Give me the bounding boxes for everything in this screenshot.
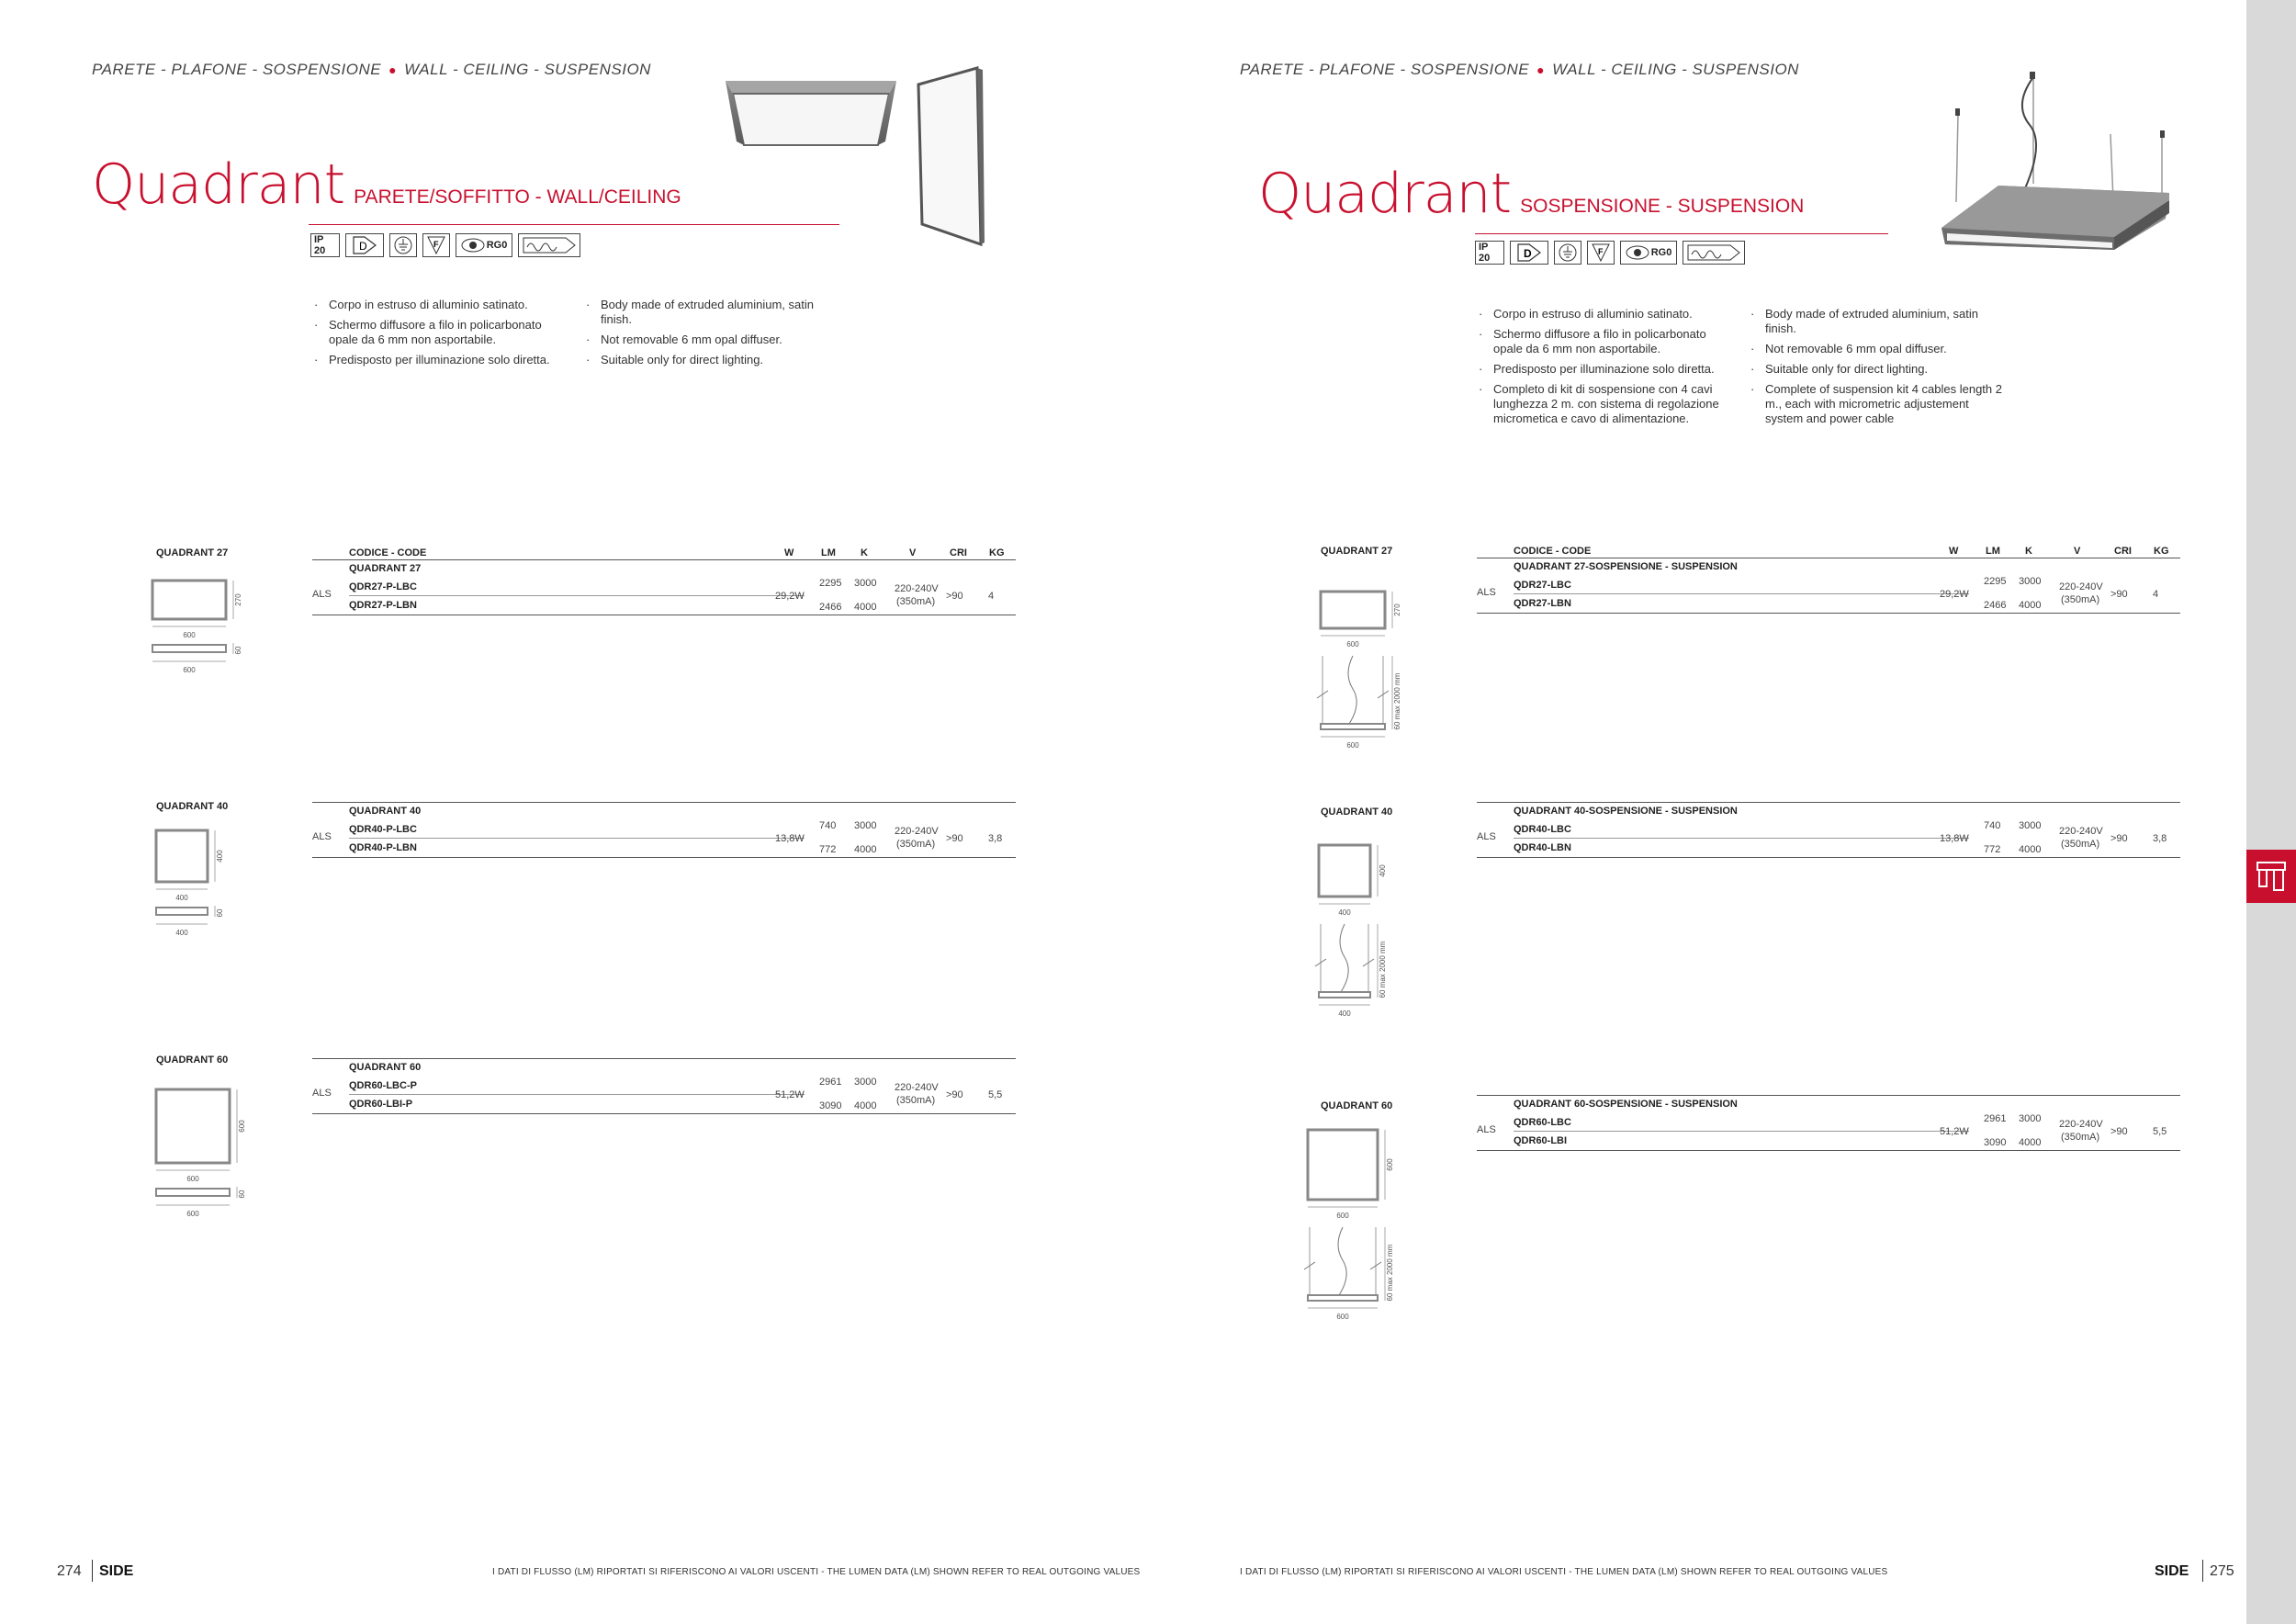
header-code: CODICE - CODE bbox=[349, 547, 427, 558]
product-image-ceiling bbox=[724, 79, 898, 152]
lumen: 2295 bbox=[819, 578, 842, 589]
lumen: 740 bbox=[1984, 820, 2001, 831]
kelvin: 4000 bbox=[854, 1100, 877, 1111]
features-en-right bbox=[1747, 307, 2004, 432]
lumen: 3090 bbox=[1984, 1137, 2007, 1148]
product-image-suspension bbox=[1938, 66, 2177, 264]
svg-text:600: 600 bbox=[1386, 1158, 1394, 1171]
cri: >90 bbox=[2110, 833, 2128, 844]
page-number-right: 275 bbox=[2210, 1563, 2234, 1579]
watt: 13,8W bbox=[775, 833, 805, 844]
feature-item: · Not removable 6 mm opal diffuser. bbox=[582, 333, 839, 347]
category-en: WALL - CEILING - SUSPENSION bbox=[404, 61, 651, 78]
bullet-dot: ● bbox=[388, 62, 398, 77]
class-d-icon bbox=[1510, 241, 1548, 265]
feature-item: · Corpo in estruso di alluminio satinato. bbox=[1475, 307, 1732, 321]
current: (350mA) bbox=[896, 596, 936, 607]
header-k: K bbox=[2025, 546, 2032, 557]
ip20-icon: IP 20 bbox=[310, 233, 340, 257]
feature-item: · Schermo diffusore a filo in policarbonato opale da 6 mm non asportabile. bbox=[1475, 327, 1732, 356]
table-bottom-rule bbox=[312, 1113, 1016, 1114]
svg-text:400: 400 bbox=[1379, 864, 1387, 877]
svg-text:600: 600 bbox=[1346, 640, 1359, 648]
svg-text:60: 60 bbox=[1379, 989, 1387, 998]
category-it: PARETE - PLAFONE - SOSPENSIONE bbox=[92, 61, 382, 78]
lumen: 3090 bbox=[819, 1100, 842, 1111]
product-code[interactable]: QDR27-LBN bbox=[1514, 598, 1571, 609]
kelvin: 4000 bbox=[854, 602, 877, 613]
product-code[interactable]: QDR40-LBN bbox=[1514, 842, 1571, 853]
product-code[interactable]: QDR40-P-LBC bbox=[349, 824, 417, 835]
cri: >90 bbox=[2110, 589, 2128, 600]
kelvin: 4000 bbox=[2019, 844, 2042, 855]
product-group-name: QUADRANT 40 bbox=[349, 806, 422, 817]
svg-text:400: 400 bbox=[1338, 908, 1351, 917]
ip20-icon: IP 20 bbox=[1475, 241, 1504, 265]
table-top-rule bbox=[1477, 1095, 2180, 1096]
rg0-label: RG0 bbox=[1650, 247, 1672, 258]
lumen: 2466 bbox=[1984, 600, 2007, 611]
voltage: 220-240V bbox=[2059, 826, 2103, 837]
product-group-name: QUADRANT 60 bbox=[349, 1062, 422, 1073]
rg0-label: RG0 bbox=[486, 240, 508, 251]
product-label: QUADRANT 27 bbox=[1321, 546, 1393, 557]
rg0-icon bbox=[456, 233, 512, 257]
feature-item: · Corpo in estruso di alluminio satinato. bbox=[310, 298, 568, 312]
watt: 13,8W bbox=[1940, 833, 1969, 844]
footer-note-right: I DATI DI FLUSSO (LM) RIPORTATI SI RIFERISCONO AI VALORI USCENTI - THE LUMEN DATA (LM) SHOWN REFER TO REAL OUTGOING VALUES bbox=[1240, 1567, 1888, 1577]
product-group-name: QUADRANT 40-SOSPENSIONE - SUSPENSION bbox=[1514, 806, 1738, 817]
current: (350mA) bbox=[896, 1095, 936, 1106]
svg-text:60: 60 bbox=[1386, 1292, 1394, 1302]
watt: 29,2W bbox=[775, 591, 805, 602]
finish: ALS bbox=[312, 589, 332, 600]
bullet-dot: ● bbox=[1536, 62, 1546, 77]
lumen: 2961 bbox=[1984, 1113, 2007, 1124]
svg-text:600: 600 bbox=[186, 1210, 199, 1218]
row-rule bbox=[349, 595, 805, 596]
weight: 3,8 bbox=[2153, 833, 2167, 844]
svg-text:max 2000 mm: max 2000 mm bbox=[1393, 672, 1401, 720]
svg-text:600: 600 bbox=[183, 666, 196, 674]
technical-drawing bbox=[1315, 588, 1425, 758]
svg-text:400: 400 bbox=[1338, 1009, 1351, 1018]
feature-item: · Complete of suspension kit 4 cables length 2 m., each with micrometric adjustement system and power cable bbox=[1747, 382, 2004, 426]
page-edge-strip bbox=[2246, 0, 2296, 1624]
footer-divider-left bbox=[92, 1560, 93, 1582]
table-top-rule bbox=[312, 559, 1016, 560]
certification-icons-right bbox=[1475, 241, 1745, 265]
svg-text:600: 600 bbox=[186, 1175, 199, 1183]
finish: ALS bbox=[1477, 1124, 1496, 1135]
feature-item: · Predisposto per illuminazione solo diretta. bbox=[1475, 362, 1732, 377]
row-rule bbox=[1514, 1131, 1969, 1132]
technical-drawing bbox=[151, 1086, 252, 1228]
header-w: W bbox=[784, 547, 794, 558]
section-tab-icon bbox=[2246, 850, 2296, 903]
product-image-wall bbox=[917, 66, 985, 251]
current: (350mA) bbox=[2061, 1132, 2100, 1143]
product-code[interactable]: QDR60-LBC-P bbox=[349, 1080, 417, 1091]
row-rule bbox=[1514, 838, 1969, 839]
feature-item: · Schermo diffusore a filo in policarbonato opale da 6 mm non asportabile. bbox=[310, 318, 568, 347]
title-sub: SOSPENSIONE - SUSPENSION bbox=[1520, 196, 1805, 217]
product-code[interactable]: QDR60-LBI bbox=[1514, 1135, 1568, 1146]
category-it: PARETE - PLAFONE - SOSPENSIONE bbox=[1240, 61, 1530, 78]
svg-text:max 2000 mm: max 2000 mm bbox=[1386, 1244, 1394, 1291]
table-bottom-rule bbox=[312, 857, 1016, 858]
voltage: 220-240V bbox=[2059, 581, 2103, 592]
header-w: W bbox=[1949, 546, 1959, 557]
current: (350mA) bbox=[896, 839, 936, 850]
product-code[interactable]: QDR27-LBC bbox=[1514, 580, 1571, 591]
header-lm: LM bbox=[821, 547, 836, 558]
voltage: 220-240V bbox=[2059, 1119, 2103, 1130]
kelvin: 3000 bbox=[2019, 576, 2042, 587]
category-label-right bbox=[1240, 61, 1799, 79]
weight: 5,5 bbox=[988, 1089, 1003, 1100]
kelvin: 4000 bbox=[2019, 1137, 2042, 1148]
current: (350mA) bbox=[2061, 594, 2100, 605]
lumen: 2295 bbox=[1984, 576, 2007, 587]
kelvin: 3000 bbox=[2019, 1113, 2042, 1124]
row-rule bbox=[349, 838, 805, 839]
footer-divider-right bbox=[2202, 1560, 2203, 1582]
header-lm: LM bbox=[1986, 546, 2000, 557]
brand-right: SIDE bbox=[2155, 1563, 2189, 1579]
feature-item: · Body made of extruded aluminium, satin finish. bbox=[1747, 307, 2004, 336]
earth-icon bbox=[389, 233, 417, 257]
product-label: QUADRANT 60 bbox=[1321, 1100, 1393, 1111]
svg-text:60: 60 bbox=[1393, 721, 1401, 730]
features-en-left bbox=[582, 298, 839, 373]
product-group-name: QUADRANT 27-SOSPENSIONE - SUSPENSION bbox=[1514, 561, 1738, 572]
table-top-rule bbox=[312, 1058, 1016, 1059]
driver-icon bbox=[1683, 241, 1745, 265]
product-code[interactable]: QDR40-P-LBN bbox=[349, 842, 417, 853]
product-code[interactable]: QDR40-LBC bbox=[1514, 824, 1571, 835]
row-rule bbox=[1514, 593, 1969, 594]
svg-text:600: 600 bbox=[183, 631, 196, 639]
earth-icon bbox=[1554, 241, 1581, 265]
table-bottom-rule bbox=[1477, 613, 2180, 614]
f-mark-icon bbox=[422, 233, 450, 257]
table-top-rule bbox=[312, 802, 1016, 803]
svg-text:F: F bbox=[1598, 247, 1604, 256]
category-label-left bbox=[92, 61, 651, 79]
section-tab[interactable] bbox=[2246, 850, 2296, 903]
certification-icons-left bbox=[310, 233, 580, 257]
svg-text:60: 60 bbox=[216, 908, 224, 918]
kelvin: 3000 bbox=[2019, 820, 2042, 831]
lumen: 2961 bbox=[819, 1077, 842, 1088]
cri: >90 bbox=[946, 1089, 963, 1100]
voltage: 220-240V bbox=[895, 1082, 939, 1093]
lumen: 2466 bbox=[819, 602, 842, 613]
product-label: QUADRANT 27 bbox=[156, 547, 229, 558]
technical-drawing bbox=[151, 827, 252, 947]
footer-note-left: I DATI DI FLUSSO (LM) RIPORTATI SI RIFERISCONO AI VALORI USCENTI - THE LUMEN DATA (LM) SHOWN REFER TO REAL OUTGOING VALUES bbox=[492, 1567, 1141, 1577]
technical-drawing bbox=[1302, 1126, 1412, 1329]
title-underline-left bbox=[309, 224, 839, 225]
svg-text:600: 600 bbox=[1336, 1313, 1349, 1321]
product-code[interactable]: QDR60-LBI-P bbox=[349, 1099, 413, 1110]
kelvin: 3000 bbox=[854, 820, 877, 831]
title-main: Quadrant bbox=[1258, 162, 1512, 226]
current: (350mA) bbox=[2061, 839, 2100, 850]
features-it-left bbox=[310, 298, 568, 373]
product-title-right bbox=[1258, 162, 1804, 226]
feature-item: · Suitable only for direct lighting. bbox=[1747, 362, 2004, 377]
product-label: QUADRANT 60 bbox=[156, 1054, 229, 1066]
header-code: CODICE - CODE bbox=[1514, 546, 1592, 557]
product-group-name: QUADRANT 27 bbox=[349, 563, 422, 574]
technical-drawing bbox=[147, 577, 248, 684]
product-code[interactable]: QDR60-LBC bbox=[1514, 1117, 1571, 1128]
feature-item: · Completo di kit di sospensione con 4 cavi lunghezza 2 m. con sistema di regolazione micrometica e cavo di alimentazione. bbox=[1475, 382, 1732, 426]
table-bottom-rule bbox=[1477, 1150, 2180, 1151]
svg-text:600: 600 bbox=[238, 1120, 246, 1133]
kelvin: 3000 bbox=[854, 1077, 877, 1088]
lumen: 772 bbox=[1984, 844, 2001, 855]
svg-text:600: 600 bbox=[1336, 1212, 1349, 1220]
category-en: WALL - CEILING - SUSPENSION bbox=[1552, 61, 1799, 78]
title-underline-right bbox=[1475, 233, 1888, 234]
svg-text:max 2000 mm: max 2000 mm bbox=[1379, 941, 1387, 988]
product-title-left bbox=[92, 152, 681, 217]
lumen: 772 bbox=[819, 844, 837, 855]
product-code[interactable]: QDR27-P-LBN bbox=[349, 600, 417, 611]
feature-item: · Not removable 6 mm opal diffuser. bbox=[1747, 342, 2004, 356]
cri: >90 bbox=[946, 833, 963, 844]
voltage: 220-240V bbox=[895, 583, 939, 594]
header-v: V bbox=[2074, 546, 2081, 557]
finish: ALS bbox=[1477, 587, 1496, 598]
svg-text:270: 270 bbox=[234, 593, 242, 606]
watt: 51,2W bbox=[1940, 1126, 1969, 1137]
svg-text:60: 60 bbox=[238, 1190, 246, 1199]
feature-item: · Predisposto per illuminazione solo diretta. bbox=[310, 353, 568, 367]
svg-text:400: 400 bbox=[175, 929, 188, 937]
table-top-rule bbox=[1477, 802, 2180, 803]
svg-text:D: D bbox=[359, 240, 367, 253]
row-rule bbox=[349, 1094, 805, 1095]
header-cri: CRI bbox=[2114, 546, 2132, 557]
header-kg: KG bbox=[2154, 546, 2169, 557]
product-code[interactable]: QDR27-P-LBC bbox=[349, 581, 417, 592]
voltage: 220-240V bbox=[895, 826, 939, 837]
weight: 4 bbox=[988, 591, 995, 602]
table-bottom-rule bbox=[1477, 857, 2180, 858]
svg-text:600: 600 bbox=[1346, 741, 1359, 750]
svg-text:60: 60 bbox=[234, 646, 242, 655]
title-sub: PARETE/SOFFITTO - WALL/CEILING bbox=[354, 186, 681, 208]
watt: 51,2W bbox=[775, 1089, 805, 1100]
finish: ALS bbox=[1477, 831, 1496, 842]
rg0-icon bbox=[1620, 241, 1677, 265]
weight: 4 bbox=[2153, 589, 2159, 600]
header-kg: KG bbox=[989, 547, 1005, 558]
page-number-left: 274 bbox=[57, 1563, 82, 1579]
finish: ALS bbox=[312, 1088, 332, 1099]
svg-text:270: 270 bbox=[1393, 603, 1401, 616]
driver-icon bbox=[518, 233, 580, 257]
product-group-name: QUADRANT 60-SOSPENSIONE - SUSPENSION bbox=[1514, 1099, 1738, 1110]
kelvin: 4000 bbox=[854, 844, 877, 855]
svg-text:D: D bbox=[1524, 247, 1532, 260]
cri: >90 bbox=[946, 591, 963, 602]
features-it-right bbox=[1475, 307, 1732, 432]
weight: 5,5 bbox=[2153, 1126, 2167, 1137]
feature-item: · Body made of extruded aluminium, satin finish. bbox=[582, 298, 839, 327]
svg-text:400: 400 bbox=[216, 850, 224, 863]
title-main: Quadrant bbox=[92, 152, 345, 217]
feature-item: · Suitable only for direct lighting. bbox=[582, 353, 839, 367]
header-cri: CRI bbox=[950, 547, 967, 558]
f-mark-icon bbox=[1587, 241, 1615, 265]
brand-left: SIDE bbox=[99, 1563, 134, 1579]
kelvin: 4000 bbox=[2019, 600, 2042, 611]
watt: 29,2W bbox=[1940, 589, 1969, 600]
product-label: QUADRANT 40 bbox=[1321, 806, 1393, 818]
weight: 3,8 bbox=[988, 833, 1003, 844]
lumen: 740 bbox=[819, 820, 837, 831]
cri: >90 bbox=[2110, 1126, 2128, 1137]
technical-drawing bbox=[1313, 841, 1424, 1026]
header-k: K bbox=[861, 547, 868, 558]
kelvin: 3000 bbox=[854, 578, 877, 589]
finish: ALS bbox=[312, 831, 332, 842]
product-label: QUADRANT 40 bbox=[156, 801, 229, 812]
class-d-icon bbox=[345, 233, 384, 257]
header-v: V bbox=[909, 547, 917, 558]
svg-text:400: 400 bbox=[175, 894, 188, 902]
svg-text:F: F bbox=[433, 240, 439, 249]
